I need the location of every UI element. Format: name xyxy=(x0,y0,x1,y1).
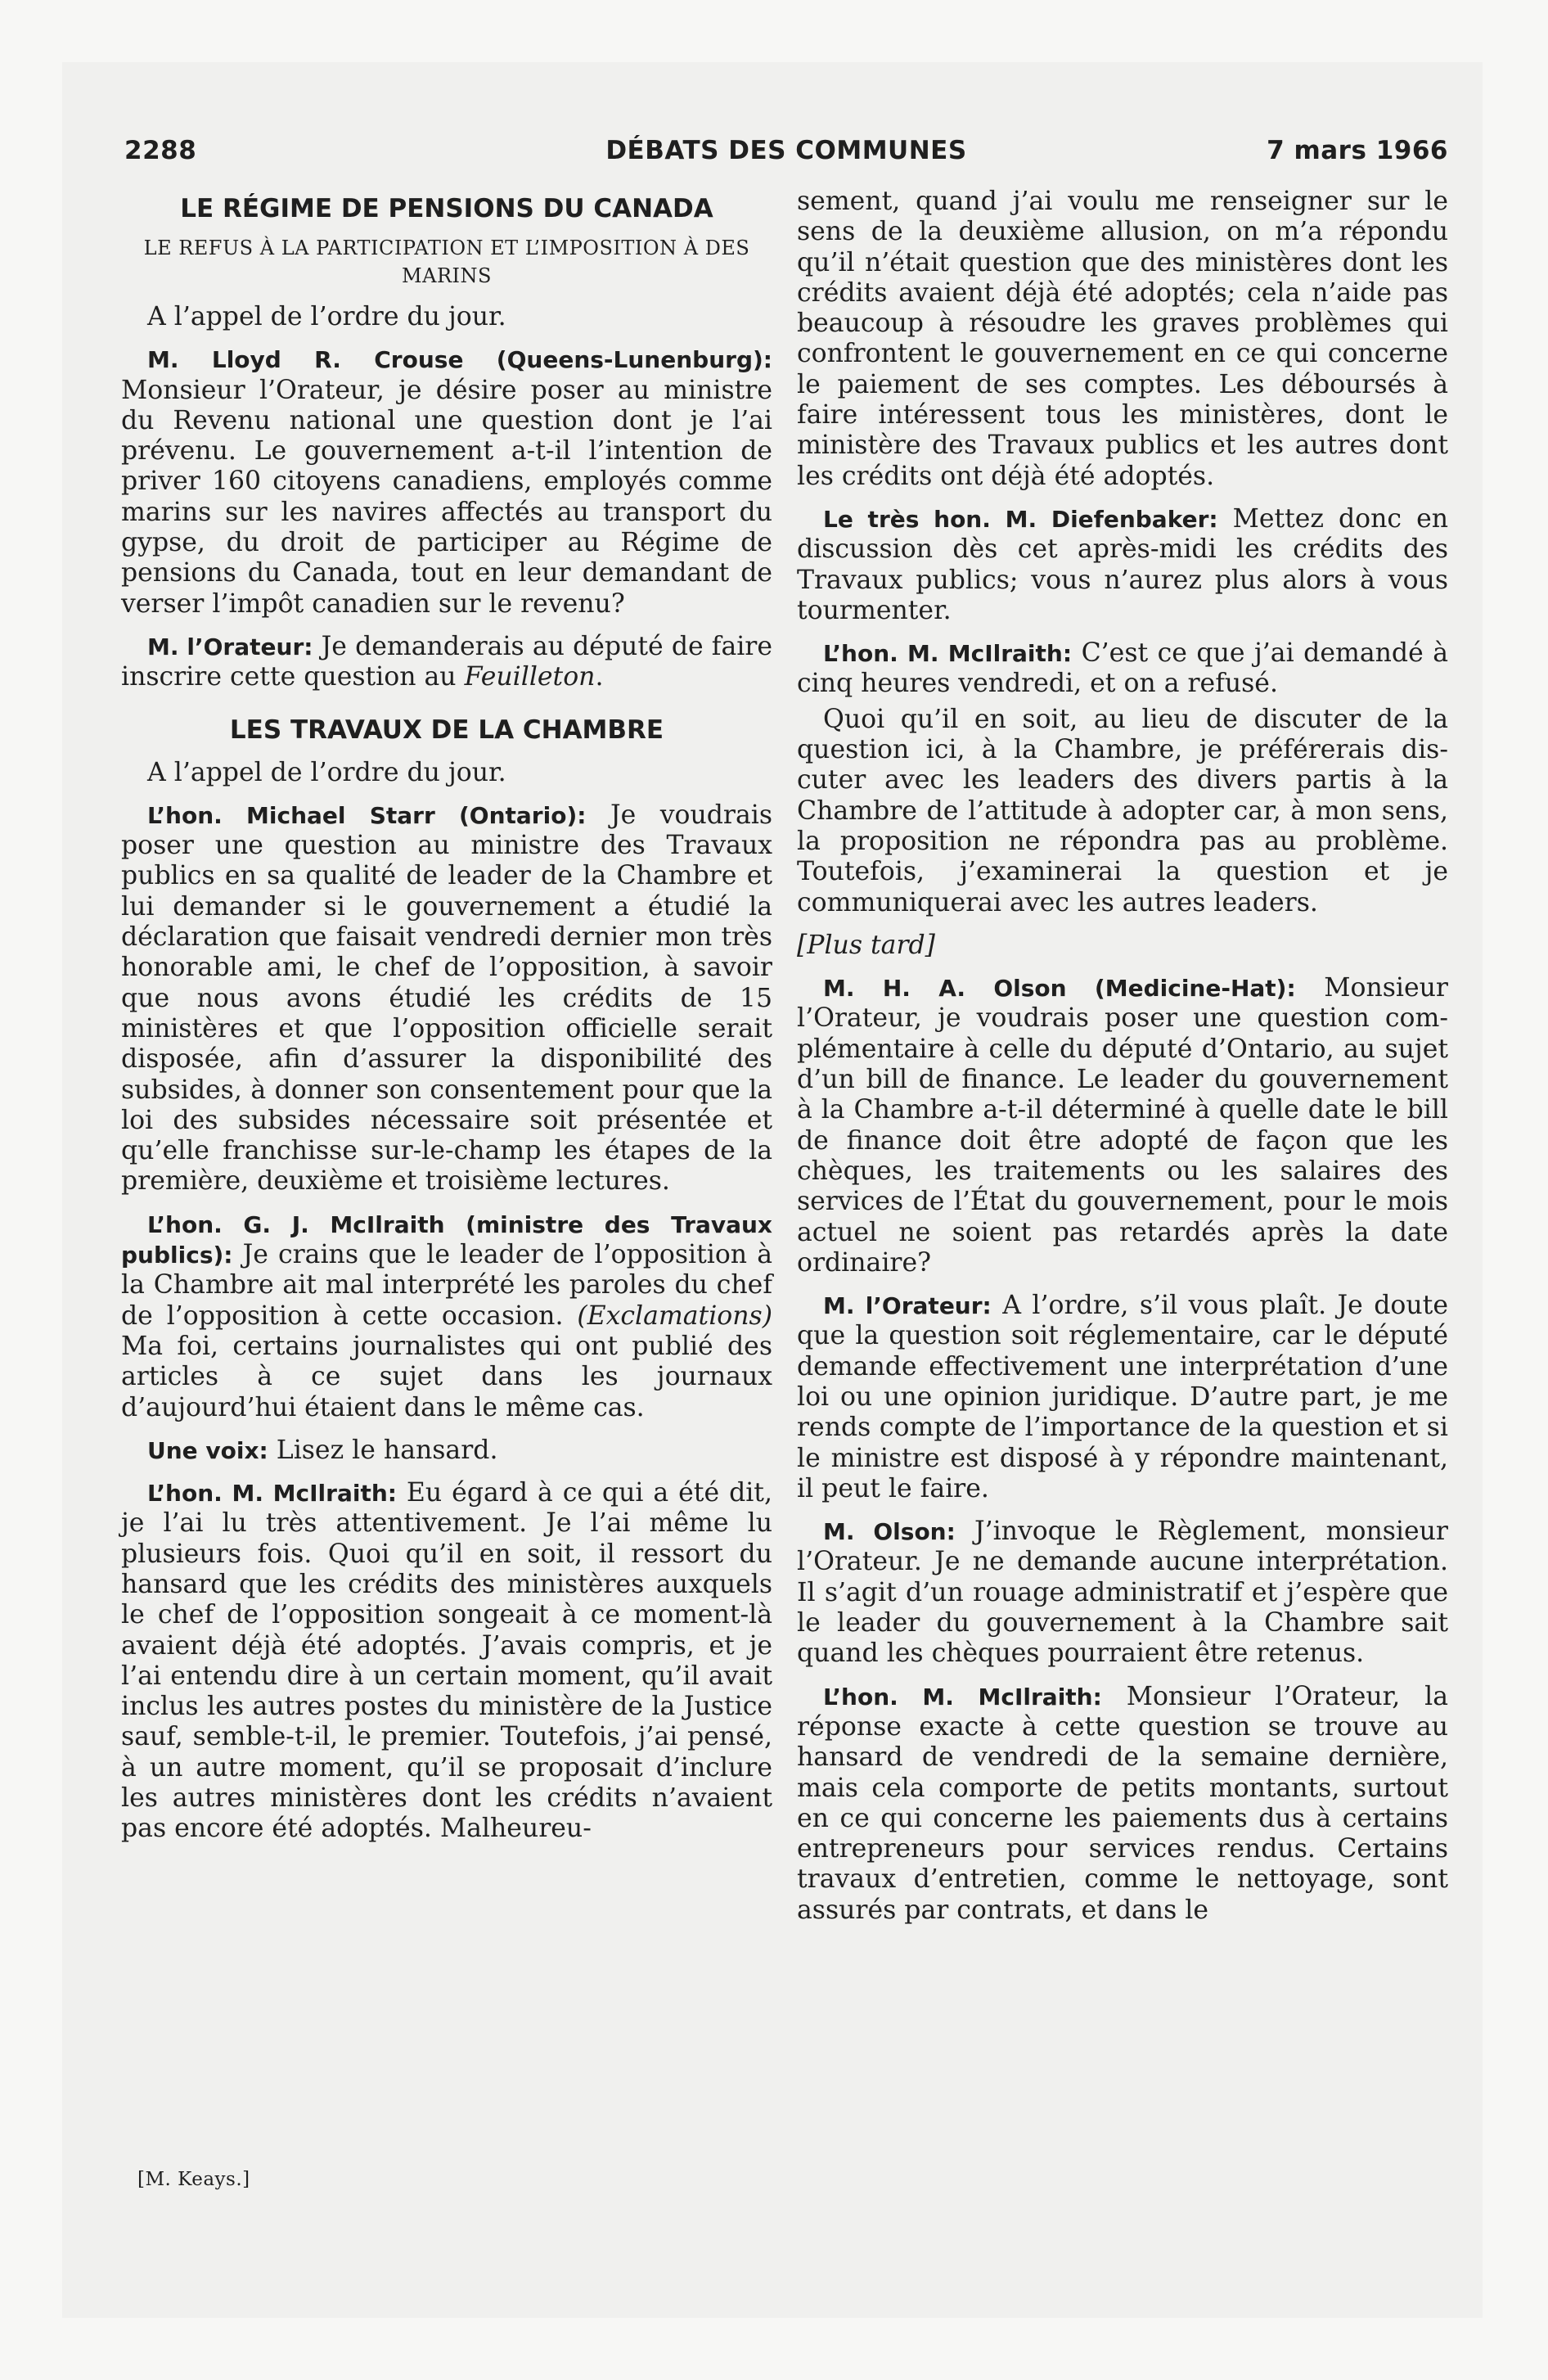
paragraph-orateur-2 xyxy=(797,1291,1448,1504)
section-title-pensions: LE RÉGIME DE PENSIONS DU CANADA xyxy=(180,194,713,223)
order-of-day-2: A l’appel de l’ordre du jour. xyxy=(147,757,506,787)
paragraph-starr xyxy=(121,800,772,1197)
italic-text: (Exclamations) xyxy=(577,1300,772,1331)
paragraph-crouse xyxy=(121,345,772,620)
speech-text: C’est ce que j’ai demandé à cinq heures vendredi, et on a refusé. xyxy=(797,638,1449,699)
speaker-name: Une voix: xyxy=(147,1436,268,1464)
speech-text: J’invoque le Règlement, monsieur l’Orateur. Je ne demande aucune interprétation. Il s’agit d’un rouage administratif et j’espère que le leader du gouvernement à la Chambre sait quand les chèques pourraient être retenus. xyxy=(797,1517,1448,1669)
speaker-name: L’hon. G. J. McIlraith (ministre des Travaux publics): xyxy=(121,1210,772,1269)
speaker-name: L’hon. M. McIlraith: xyxy=(823,1683,1102,1711)
speaker-name: M. l’Orateur: xyxy=(147,633,313,660)
paragraph-mcilraith-3b: Quoi qu’il en soit, au lieu de discuter de la question ici, à la Chambre, je préférerais discuter avec les leaders des divers partis à la Chambre de l’attitude à adopter car, à mon sens, la proposition ne répondra pas au problème. Toutefois, j’examinerai la question et je communiquerai avec les autres leaders. xyxy=(797,704,1448,917)
speech-text-end: Ma foi, certains journalistes qui ont publié des articles à ce sujet dans les journaux d’aujourd’hui étaient dans le même cas. xyxy=(121,1331,772,1422)
speech-text: Je demanderais au député de faire inscrire cette question au xyxy=(121,631,772,692)
publication-title: DÉBATS DES COMMUNES xyxy=(605,136,967,165)
speaker-name: L’hon. M. McIlraith: xyxy=(823,640,1073,668)
footer-speaker-note: [M. Keays.] xyxy=(137,2169,250,2190)
paragraph-orateur-1 xyxy=(121,632,772,693)
speaker-name: L’hon. Michael Starr (Ontario): xyxy=(147,801,587,829)
speech-text: Monsieur l’Orateur, je voudrais poser une question complémentaire à celle du député d’Ontario, au sujet d’un bill de finance. Le leader du gouvernement à la Chambre a-t-il déterminé à quelle date le bill de finance doit être adopté de façon que les chèques, les traitements ou les salaires des services de l’État du gouvernement, pour le mois actuel ne soient pas retardés après la date ordinaire? xyxy=(797,973,1448,1278)
speech-text: Eu égard à ce qui a été dit, je l’ai lu très attentivement. Je l’ai même lu plusieurs fois. Quoi qu’il en soit, il ressort du hansard que les crédits des ministères auxquels le chef de l’opposition songeait à ce moment-là avaient déjà été adoptés. J’avais compris, et je l’ai entendu dire à un certain moment, qu’il avait inclus les autres postes du ministère de la Justice sauf, semble-t-il, le premier. Toutefois, j’ai pensé, à un autre moment, qu’il se proposait d’inclure les autres ministères dont les crédits n’avaient pas encore été adoptés. Malheureu- xyxy=(121,1478,772,1844)
paragraph-olson-1 xyxy=(797,973,1448,1278)
speech-text-end: . xyxy=(595,662,604,692)
speaker-name: M. H. A. Olson (Medicine-Hat): xyxy=(823,975,1296,1003)
speech-text: Monsieur l’Orateur, la réponse exacte à cette question se trouve au hansard de vendredi de la semaine dernière, mais cela comporte de petits montants, surtout en ce qui concerne les paiements dus à certains entrepreneurs pour services rendus. Certains travaux d’entretien, comme le nettoyage, sont assurés par contrats, et dans le xyxy=(797,1681,1448,1925)
italic-text: Feuilleton xyxy=(464,662,596,692)
speech-text: Mettez donc en discussion dès cet après-midi les crédits des Travaux publics; vous n’aurez plus alors à vous tourmenter. xyxy=(797,503,1448,625)
paragraph-diefenbaker xyxy=(797,504,1448,626)
page-date: 7 mars 1966 xyxy=(1267,136,1448,165)
paragraph-mcilraith-4 xyxy=(797,1682,1448,1926)
section-subtitle-marins: LE REFUS À LA PARTICIPATION ET L’IMPOSITION À DES MARINS xyxy=(143,237,750,287)
speech-text: Lisez le hansard. xyxy=(268,1435,498,1465)
page-number: 2288 xyxy=(124,136,197,165)
paragraph-mcilraith-3 xyxy=(797,638,1448,700)
order-of-day-1: A l’appel de l’ordre du jour. xyxy=(147,302,506,331)
paragraph-mcilraith-1 xyxy=(121,1210,772,1423)
speaker-name: M. Lloyd R. Crouse (Queens-Lunenburg): xyxy=(147,346,772,374)
speech-text: Monsieur l’Orateur, je désire poser au ministre du Revenu national une question dont je l’ai prévenu. Le gouvernement a-t-il l’intention de priver 160 citoyens canadiens, employés comme marins sur les navires affectés au transport du gypse, du droit de participer au Régime de pensions du Canada, tout en leur demandant de verser l’impôt canadien sur le revenu? xyxy=(121,375,772,619)
stage-note-plus-tard xyxy=(797,931,1448,961)
paragraph-mcilraith-2 xyxy=(121,1478,772,1845)
paragraph-une-voix xyxy=(121,1436,772,1466)
page-header xyxy=(124,136,1448,169)
speech-text: A l’ordre, s’il vous plaît. Je doute que la question soit réglementaire, car le député demande effectivement une interprétation d’une loi ou une opinion juridique. D’autre part, je me rends compte de l’importance de la question et si le ministre est disposé à y répondre maintenant, il peut le faire. xyxy=(797,1291,1448,1503)
speaker-name: M. Olson: xyxy=(823,1518,956,1546)
italic-text: [Plus tard] xyxy=(797,930,935,960)
speech-text: Je voudrais poser une question au ministre des Travaux publics en sa qualité de leader de la Chambre et lui demander si le gouvernement a étudié la déclaration que faisait vendredi dernier mon très honorable ami, le chef de l’opposition, à savoir que nous avons étudié les crédits de 15 ministères et que l’opposition officielle serait disposée, afin d’assurer la disponibilité des subsides, à donner son consentement pour que la loi des subsides nécessaire soit présentée et qu’elle franchisse sur-le-champ les étapes de la première, deuxième et troisième lectures. xyxy=(121,800,772,1197)
paragraph-continuation: sement, quand j’ai voulu me renseigner sur le sens de la deuxième allusion, on m’a répondu qu’il n’était question que des ministères dont les crédits avaient déjà été adoptés; cela n’aide pas beaucoup à résoudre les graves problèmes qui confrontent le gouvernement en ce qui concerne le paiement de ses comptes. Les déboursés à faire intéressent tous les ministères, dont le ministère des Travaux publics et les autres dont les crédits ont déjà été adoptés. xyxy=(797,187,1448,491)
paragraph-olson-2 xyxy=(797,1517,1448,1669)
section-title-travaux: LES TRAVAUX DE LA CHAMBRE xyxy=(229,714,664,745)
speech-text: Je crains que le leader de l’opposition à la Chambre ait mal interprété les paroles du chef de l’opposition à cette occasion. xyxy=(121,1240,772,1331)
speaker-name: L’hon. M. McIlraith: xyxy=(147,1480,397,1508)
right-column xyxy=(797,187,1448,1926)
speaker-name: M. l’Orateur: xyxy=(823,1292,992,1320)
left-column xyxy=(121,187,772,1845)
speaker-name: Le très hon. M. Diefenbaker: xyxy=(823,505,1218,533)
